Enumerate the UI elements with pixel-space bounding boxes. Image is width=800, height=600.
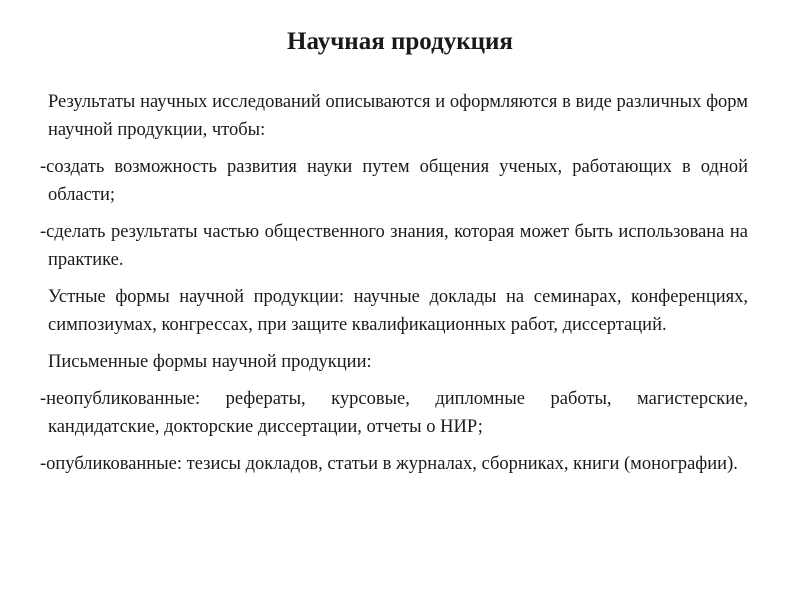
intro-paragraph: Результаты научных исследований описываются и оформляются в виде различных форм научной продукции, чтобы:	[48, 92, 748, 140]
bullet-unpublished: -неопубликованные: рефераты, курсовые, дипломные работы, магистерские, кандидатские, докторские диссертации, отчеты о НИР;	[40, 389, 748, 437]
bullet-communication: -создать возможность развития науки путем общения ученых, работающих в одной области;	[40, 157, 748, 205]
written-forms-heading: Письменные формы научной продукции:	[48, 352, 372, 372]
bullet-public-knowledge: -сделать результаты частью общественного знания, которая может быть использована на практике.	[40, 222, 748, 270]
bullet-published: -опубликованные: тезисы докладов, статьи в журналах, сборниках, книги (монографии).	[40, 454, 738, 474]
oral-forms-paragraph: Устные формы научной продукции: научные доклады на семинарах, конференциях, симпозиумах, конгрессах, при защите квалификационных работ, диссертаций.	[48, 287, 748, 335]
slide-body	[40, 88, 748, 487]
slide-title: Научная продукция	[287, 28, 513, 55]
